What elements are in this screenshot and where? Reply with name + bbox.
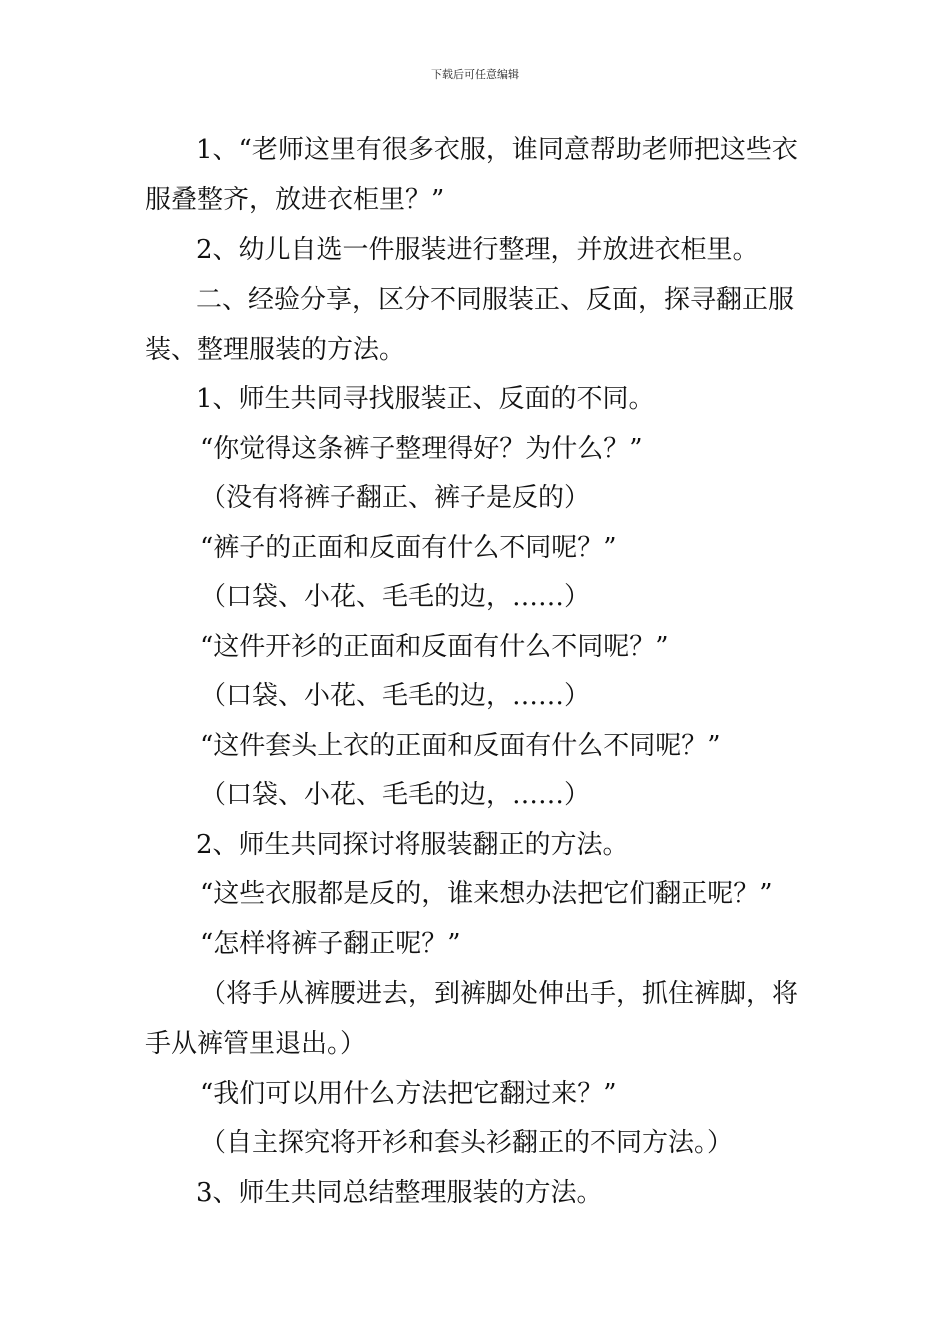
paragraph-line: 手从裤管里退出。） xyxy=(145,1029,367,1059)
paragraph-line: “我们可以用什么方法把它翻过来？” xyxy=(200,1079,617,1109)
paragraph-line: “裤子的正面和反面有什么不同呢？” xyxy=(200,533,617,563)
paragraph-line: “你觉得这条裤子整理得好？为什么？” xyxy=(200,434,643,464)
paragraph-line: （口袋、小花、毛毛的边，……） xyxy=(200,780,591,810)
paragraph-line: （口袋、小花、毛毛的边，……） xyxy=(200,681,591,711)
paragraph-line: 二、经验分享，区分不同服装正、反面，探寻翻正服 xyxy=(196,285,795,315)
paragraph-line: 1、师生共同寻找服装正、反面的不同。 xyxy=(196,384,655,414)
paragraph-line: “这件套头上衣的正面和反面有什么不同呢？” xyxy=(200,731,721,761)
paragraph-line: 2、幼儿自选一件服装进行整理，并放进衣柜里。 xyxy=(196,235,759,265)
paragraph-line: （口袋、小花、毛毛的边，……） xyxy=(200,582,591,612)
paragraph-line: （将手从裤腰进去，到裤脚处伸出手，抓住裤脚，将 xyxy=(200,979,799,1009)
paragraph-line: 服叠整齐，放进衣柜里？” xyxy=(145,185,445,215)
paragraph-line: “这件开衫的正面和反面有什么不同呢？” xyxy=(200,632,669,662)
paragraph-line: 3、师生共同总结整理服装的方法。 xyxy=(196,1178,603,1208)
paragraph-line: “这些衣服都是反的，谁来想办法把它们翻正呢？” xyxy=(200,879,773,909)
page-header: 下载后可任意编辑 xyxy=(431,68,519,81)
paragraph-line: （没有将裤子翻正、裤子是反的） xyxy=(200,483,591,513)
paragraph-line: 装、整理服装的方法。 xyxy=(145,335,406,365)
paragraph-line: “怎样将裤子翻正呢？” xyxy=(200,929,461,959)
paragraph-line: 2、师生共同探讨将服装翻正的方法。 xyxy=(196,830,629,860)
paragraph-line: 1、“老师这里有很多衣服，谁同意帮助老师把这些衣 xyxy=(196,135,798,165)
paragraph-line: （自主探究将开衫和套头衫翻正的不同方法。） xyxy=(200,1128,734,1158)
